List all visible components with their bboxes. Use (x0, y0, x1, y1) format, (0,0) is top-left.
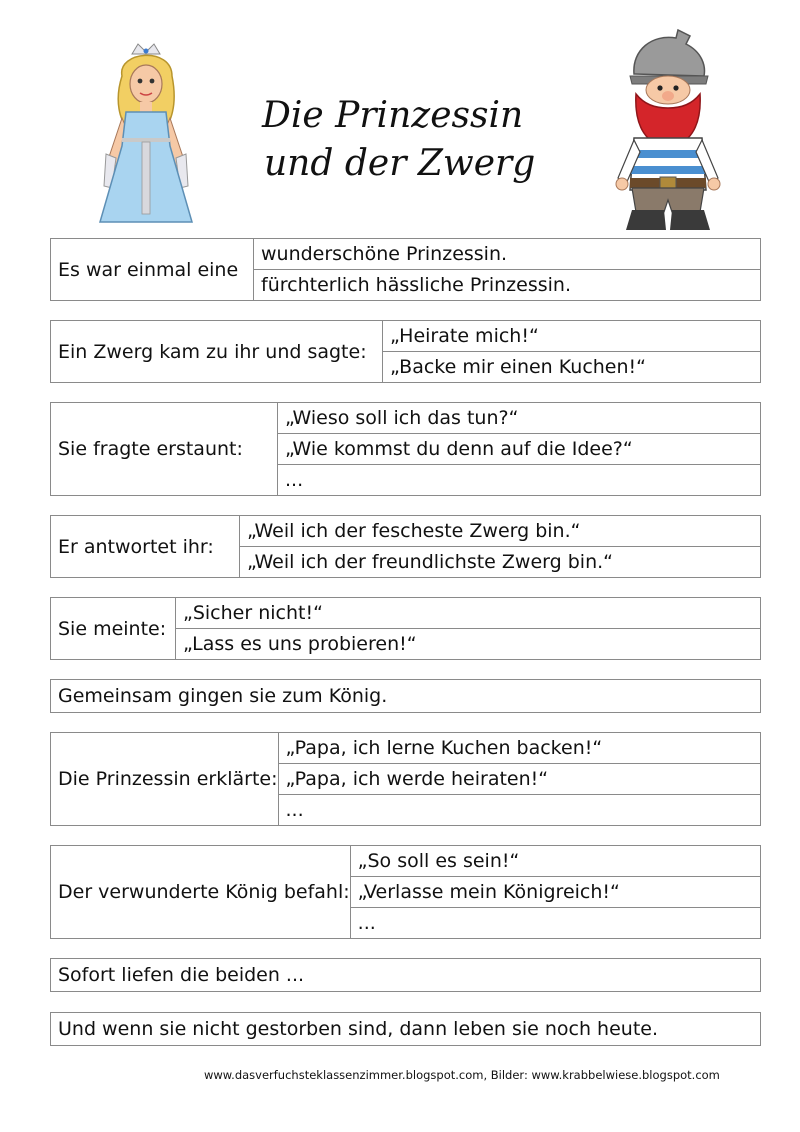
sentence-block (50, 958, 761, 992)
sentence-lead: Die Prinzessin erklärte: (51, 733, 279, 826)
sentence-lead[interactable]: Sofort liefen die beiden ... (51, 959, 761, 992)
option-cell[interactable]: fürchterlich hässliche Prinzessin. (254, 270, 761, 301)
option-cell[interactable]: „Lass es uns probieren!“ (176, 629, 761, 660)
option-cell[interactable]: „Weil ich der freundlichste Zwerg bin.“ (240, 547, 761, 578)
option-cell[interactable]: „So soll es sein!“ (350, 846, 760, 877)
sentence-block (50, 402, 761, 496)
option-cell[interactable]: ... (278, 465, 761, 496)
option-cell[interactable]: „Wieso soll ich das tun?“ (278, 403, 761, 434)
sentence-block (50, 597, 761, 660)
dwarf-illustration (612, 28, 724, 234)
title-line-1: Die Prinzessin (262, 95, 524, 136)
sentence-lead: Es war einmal eine (51, 239, 254, 301)
sentence-lead: Sie meinte: (51, 598, 176, 660)
sentence-block (50, 732, 761, 826)
option-cell[interactable]: „Backe mir einen Kuchen!“ (383, 352, 761, 383)
option-cell[interactable]: „Wie kommst du denn auf die Idee?“ (278, 434, 761, 465)
page-title (262, 92, 562, 188)
sentence-block (50, 320, 761, 383)
sentence-block (50, 1012, 761, 1046)
sentence-block (50, 515, 761, 578)
sentence-lead: Und wenn sie nicht gestorben sind, dann leben sie noch heute. (51, 1013, 761, 1046)
sentence-lead: Er antwortet ihr: (51, 516, 240, 578)
sentence-lead[interactable]: Gemeinsam gingen sie zum König. (51, 680, 761, 713)
sentence-lead: Sie fragte erstaunt: (51, 403, 278, 496)
sentence-block (50, 238, 761, 301)
option-cell[interactable]: ... (278, 795, 761, 826)
sentence-block (50, 845, 761, 939)
sentence-block (50, 679, 761, 713)
option-cell[interactable]: „Heirate mich!“ (383, 321, 761, 352)
option-cell[interactable]: „Papa, ich lerne Kuchen backen!“ (278, 733, 761, 764)
sentence-lead: Ein Zwerg kam zu ihr und sagte: (51, 321, 383, 383)
sentence-lead: Der verwunderte König befahl: (51, 846, 351, 939)
option-cell[interactable]: „Verlasse mein Königreich!“ (350, 877, 760, 908)
option-cell[interactable]: „Weil ich der fescheste Zwerg bin.“ (240, 516, 761, 547)
option-cell[interactable]: „Sicher nicht!“ (176, 598, 761, 629)
option-cell[interactable]: wunderschöne Prinzessin. (254, 239, 761, 270)
title-line-2: und der Zwerg (264, 143, 536, 184)
option-cell[interactable]: ... (350, 908, 760, 939)
option-cell[interactable]: „Papa, ich werde heiraten!“ (278, 764, 761, 795)
princess-illustration (92, 36, 200, 226)
footer-credits: www.dasverfuchsteklassenzimmer.blogspot.com, Bilder: www.krabbelwiese.blogspot.com (204, 1068, 720, 1082)
